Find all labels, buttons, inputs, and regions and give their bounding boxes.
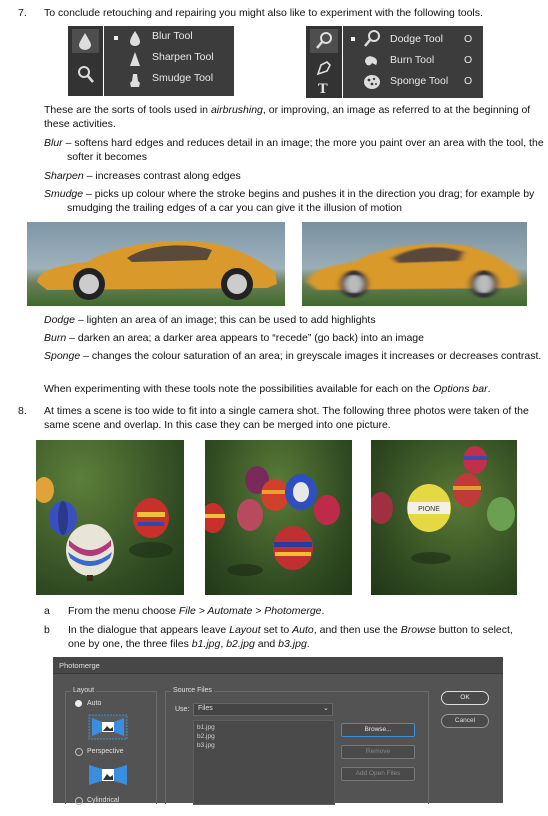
perspective-radio-icon[interactable] <box>75 748 83 756</box>
balloon-sign: PIONE <box>418 506 440 513</box>
cylindrical-radio-icon[interactable] <box>75 797 83 805</box>
layout-label: Layout <box>73 687 95 694</box>
browse-button[interactable]: Browse... <box>341 723 415 737</box>
dialog-title: Photomerge <box>59 661 100 670</box>
balloon-photo-2 <box>205 440 352 595</box>
step-a-text: From the menu choose File > Automate > Photomerge. <box>68 605 325 617</box>
spot-healing-icon[interactable] <box>77 64 95 84</box>
file-list-item[interactable]: b1.jpg <box>197 724 215 731</box>
sharpen-definition: Sharpen – increases contrast along edges <box>44 170 241 182</box>
use-select[interactable] <box>193 703 333 716</box>
shortcut-key: O <box>464 75 473 87</box>
cylindrical-label[interactable]: Cylindrical <box>87 797 120 804</box>
dodge-tool-icon <box>363 30 381 48</box>
tool-flyout-menu <box>104 26 234 96</box>
step-b-text: In the dialogue that appears leave Layout set to Auto, and then use the Browse button to select, one by one, the three files b1.jpg, b2.jpg and b3.jpg. <box>68 624 513 650</box>
dialog-titlebar <box>53 657 503 674</box>
source-files-label: Source Files <box>173 687 212 694</box>
item-intro: To conclude retouching and repairing you might also like to experiment with the following tools. <box>44 7 483 19</box>
options-bar-note: When experimenting with these tools note the possibilities available for each on the Options bar. <box>44 383 491 395</box>
sponge-definition: Sponge – changes the colour saturation of an area; in greyscale images it increases or decreases contrast. <box>44 350 542 362</box>
auto-label[interactable]: Auto <box>87 700 102 707</box>
perspective-layout-preview-icon[interactable] <box>88 764 128 786</box>
file-list-item[interactable]: b2.jpg <box>197 733 215 740</box>
sponge-tool-icon <box>363 73 381 91</box>
blur-drop-icon[interactable] <box>77 32 93 50</box>
menu-item-smudge[interactable]: Smudge Tool <box>152 72 214 84</box>
balloons-illustration-1 <box>36 440 184 595</box>
file-list-item[interactable]: b3.jpg <box>197 742 215 749</box>
dodge-definition: Dodge – lighten an area of an image; this can be used to add highlights <box>44 314 376 326</box>
item-number: 8. <box>18 405 27 417</box>
menu-item-blur[interactable]: Blur Tool <box>152 30 193 42</box>
ok-button[interactable]: OK <box>441 691 489 705</box>
perspective-label[interactable]: Perspective <box>87 748 124 755</box>
airbrushing-paragraph: These are the sorts of tools used in airbrushing, or improving, an image as referred to at the beginning of these activities. <box>44 104 531 130</box>
use-select-value: Files <box>198 705 213 712</box>
smudge-definition: Smudge – picks up colour where the stroke begins and pushes it in the direction you drag; for example by smudging the trailing edges of a car you can give it the illusion of motion <box>44 188 535 214</box>
burn-tool-icon <box>363 53 381 69</box>
photomerge-dialog <box>53 657 503 803</box>
car-illustration <box>27 222 285 306</box>
menu-item-sponge[interactable]: Sponge Tool <box>390 75 449 87</box>
tool-flyout-menu-right <box>343 26 483 98</box>
selected-bullet-icon <box>351 37 355 41</box>
toolbar-column <box>68 26 103 96</box>
blur-definition: Blur – softens hard edges and reduces detail in an image; the more you paint over an area with the tool, the softer it becomes <box>44 137 544 163</box>
chevron-down-icon[interactable]: ⌄ <box>323 705 329 712</box>
step-a-letter: a <box>44 605 50 617</box>
menu-item-sharpen[interactable]: Sharpen Tool <box>152 51 214 63</box>
balloon-photo-3 <box>371 440 517 595</box>
blur-tool-icon <box>128 30 142 46</box>
menu-item-dodge[interactable]: Dodge Tool <box>390 33 443 45</box>
selected-bullet-icon <box>114 36 118 40</box>
blurred-car-illustration <box>302 222 527 306</box>
car-photo-motion <box>302 222 527 306</box>
balloons-illustration-2 <box>205 440 352 595</box>
car-photo-sharp <box>27 222 285 306</box>
auto-radio-icon[interactable] <box>75 700 82 707</box>
balloon-photo-1 <box>36 440 184 595</box>
burn-definition: Burn – darken an area; a darker area appears to “recede” (go back) into an image <box>44 332 424 344</box>
dodge-icon[interactable] <box>315 32 333 50</box>
balloons-illustration-3 <box>371 440 517 595</box>
item8-intro: At times a scene is too wide to fit into a single camera shot. The following three photos were taken of the same scene and overlap. In this case they can be merged into one picture. <box>44 405 529 431</box>
shortcut-key: O <box>464 54 473 66</box>
remove-button[interactable]: Remove <box>341 745 415 759</box>
cancel-button[interactable]: Cancel <box>441 714 489 728</box>
pen-icon[interactable] <box>315 59 333 77</box>
use-label: Use: <box>175 706 190 713</box>
type-tool-icon[interactable]: T <box>318 82 328 97</box>
add-open-files-button[interactable]: Add Open Files <box>341 767 415 781</box>
shortcut-key: O <box>464 33 473 45</box>
step-b-letter: b <box>44 624 50 636</box>
sharpen-tool-icon <box>128 51 142 67</box>
menu-item-burn[interactable]: Burn Tool <box>390 54 435 66</box>
item-number: 7. <box>18 7 27 19</box>
auto-layout-preview-icon[interactable] <box>88 714 128 740</box>
toolbar-column-right <box>306 26 342 98</box>
smudge-tool-icon <box>128 72 142 88</box>
